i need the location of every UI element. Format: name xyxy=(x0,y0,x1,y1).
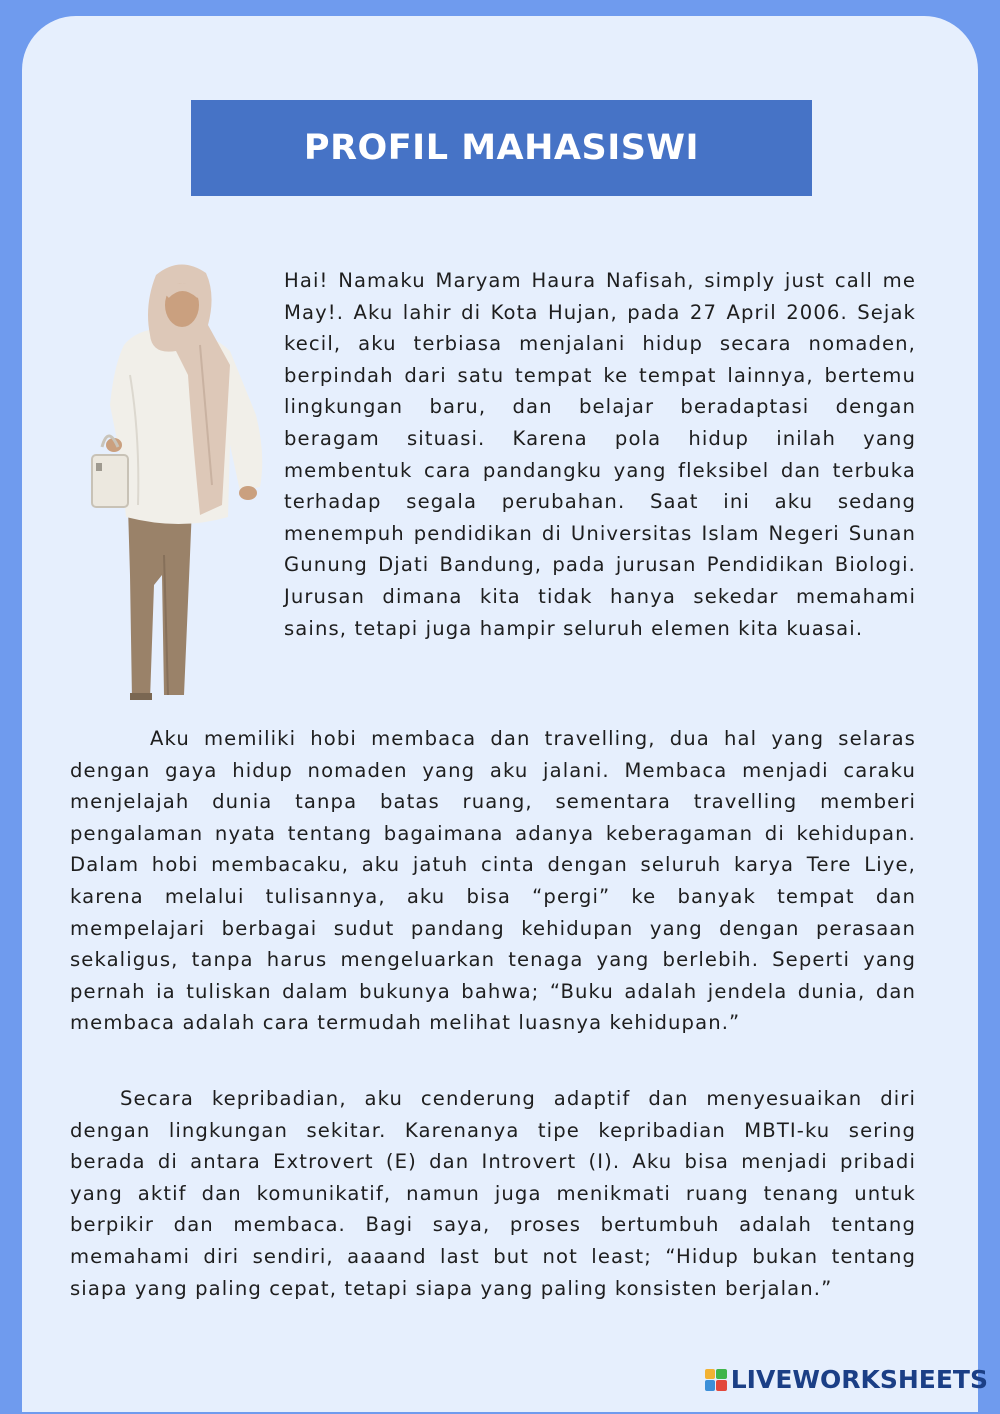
liveworksheets-logo-icon xyxy=(705,1369,727,1391)
student-photo xyxy=(80,255,270,700)
intro-paragraph: Hai! Namaku Maryam Haura Nafisah, simply just call me May!. Aku lahir di Kota Hujan, pada 27 April 2006. Sejak kecil, aku terbiasa menjalani hidup secara nomaden, berpindah dari satu tempat ke tempat lainnya, bertemu lingkungan baru, dan belajar beradaptasi dengan beragam situasi. Karena pola hidup inilah yang membentuk cara pandangku yang fleksibel dan terbuka terhadap segala perubahan. Saat ini aku sedang menempuh pendidikan di Universitas Islam Negeri Sunan Gunung Djati Bandung, pada jurusan Pendidikan Biologi. Jurusan dimana kita tidak hanya sekedar memahami sains, tetapi juga hampir seluruh elemen kita kuasai. xyxy=(284,269,916,640)
liveworksheets-brand xyxy=(705,1365,988,1394)
title-banner xyxy=(191,100,812,196)
hobby-paragraph: Aku memiliki hobi membaca dan travelling, dua hal yang selaras dengan gaya hidup nomaden yang aku jalani. Membaca menjadi caraku menjelajah dunia tanpa batas ruang, sementara travelling memberi pengalaman nyata tentang bagaimana adanya keberagaman di kehidupan. Dalam hobi membacaku, aku jatuh cinta dengan seluruh karya Tere Liye, karena melalui tulisannya, aku bisa “pergi” ke banyak tempat dan mempelajari berbagai sudut pandang kehidupan yang dengan perasaan sekaligus, tanpa harus mengeluarkan tenaga yang berlebih. Seperti yang pernah ia tuliskan dalam bukunya bahwa; “Buku adalah jendela dunia, dan membaca adalah cara termudah melihat luasnya kehidupan.” xyxy=(70,727,916,1035)
page-title: PROFIL MAHASISWI xyxy=(303,128,700,168)
personality-paragraph: Secara kepribadian, aku cenderung adaptif dan menyesuaikan diri dengan lingkungan sekitar. Karenanya tipe kepribadian MBTI-ku sering berada di antara Extrovert (E) dan Introvert (I). Aku bisa menjadi pribadi yang aktif dan komunikatif, namun juga menikmati ruang tenang untuk berpikir dan membaca. Bagi saya, proses bertumbuh adalah tentang memahami diri sendiri, aaaand last but not least; “Hidup bukan tentang siapa yang paling cepat, tetapi siapa yang paling konsisten berjalan.” xyxy=(70,1087,916,1300)
brand-name: LIVEWORKSHEETS xyxy=(730,1365,988,1394)
